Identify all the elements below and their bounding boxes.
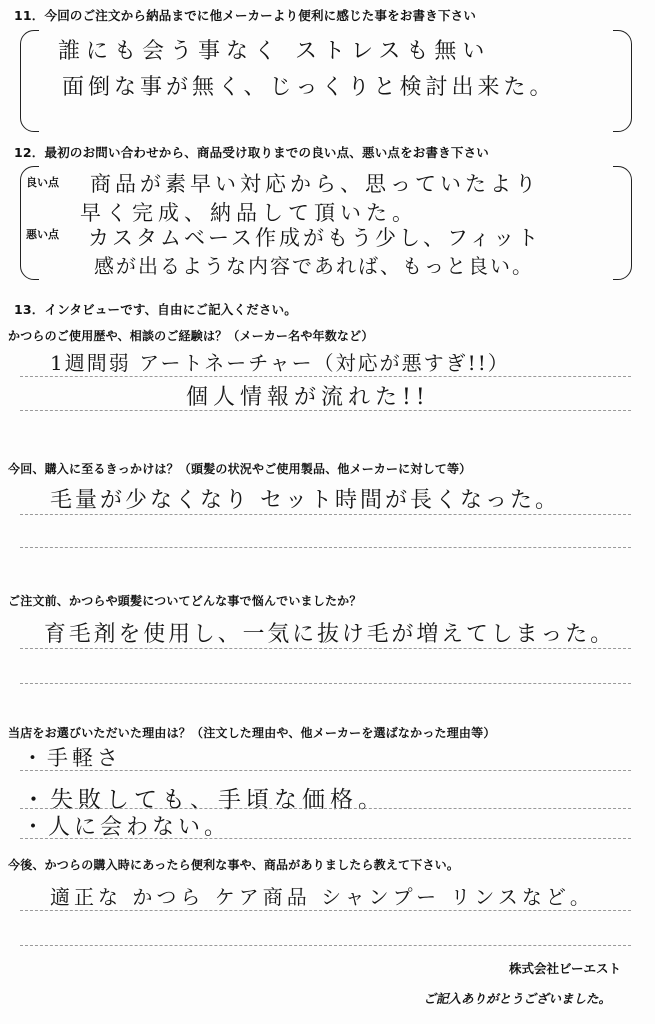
q13-item3-answer-line-1: 育毛剤を使用し、一気に抜け毛が増えてしまった。 (44, 622, 615, 647)
q13-item2-answer-line-1: 毛量が少なくなり セット時間が長くなった。 (50, 488, 560, 513)
q13-item1-answer-line-2: 個人情報が流れた!! (186, 385, 430, 410)
q11-answer-line-2: 面倒な事が無く、じっくりと検討出来た。 (62, 75, 556, 100)
q13-item4-answer-line-2: ・失敗しても、手頃な価格。 (22, 787, 386, 813)
q13-item4-rule-3 (20, 838, 631, 839)
q13-item5-rule-1 (20, 910, 631, 911)
q12-bad-line-1: カスタムベース作成がもう少し、フィット (88, 226, 542, 250)
q13-item2-question: 今回、購入に至るきっかけは？（頭髪の状況やご使用製品、他メーカーに対して等） (8, 462, 472, 476)
q13-item1-rule-1 (20, 376, 631, 377)
q13-item4-question: 当店をお選びいただいた理由は？（注文した理由や、他メーカーを選ばなかった理由等） (8, 726, 496, 740)
q11-title: 11．今回のご注文から納品までに他メーカーより便利に感じた事をお書き下さい (14, 8, 477, 23)
q13-item3-question: ご注文前、かつらや頭髪についてどんな事で悩んでいましたか？ (8, 594, 362, 608)
q13-item4-answer-line-3: ・人に会わない。 (22, 815, 231, 840)
q13-item2-rule-2 (20, 547, 631, 548)
q12-good-line-2: 早く完成、納品して頂いた。 (80, 201, 418, 225)
q13-item3-rule-1 (20, 648, 631, 649)
q13-item4-rule-2 (20, 808, 631, 809)
q13-item5-question: 今後、かつらの購入時にあったら便利な事や、商品がありましたら教えて下さい。 (8, 858, 460, 872)
company-name: 株式会社ビーエスト (508, 961, 621, 976)
q13-item4-answer-line-1: ・手軽さ (22, 746, 122, 770)
q12-bad-line-2: 感が出るような内容であれば、もっと良い。 (94, 254, 534, 278)
q13-item3-rule-2 (20, 683, 631, 684)
q13-item5-rule-2 (20, 945, 631, 946)
good-points-label: 良い点 (26, 176, 59, 189)
q13-item2-rule-1 (20, 514, 631, 515)
thank-you-note: ご記入ありがとうございました。 (423, 991, 611, 1006)
bad-points-label: 悪い点 (26, 228, 59, 241)
q13-item4-rule-1 (20, 770, 631, 771)
q13-item5-answer-line-1: 適正な かつら ケア商品 シャンプー リンスなど。 (50, 885, 594, 909)
q12-title: 12．最初のお問い合わせから、商品受け取りまでの良い点、悪い点をお書き下さい (14, 145, 489, 160)
q13-item1-rule-2 (20, 410, 631, 411)
q13-title: 13．インタビューです、自由にご記入ください。 (14, 302, 297, 317)
q12-good-line-1: 商品が素早い対応から、思っていたより (90, 172, 540, 196)
q11-answer-line-1: 誰にも会う事なく ストレスも無い (58, 39, 491, 64)
q13-item1-answer-line-1: 1週間弱 アートネーチャー（対応が悪すぎ!!） (50, 351, 510, 375)
q13-item1-question: かつらのご使用歴や、相談のご経験は？（メーカー名や年数など） (8, 329, 374, 343)
